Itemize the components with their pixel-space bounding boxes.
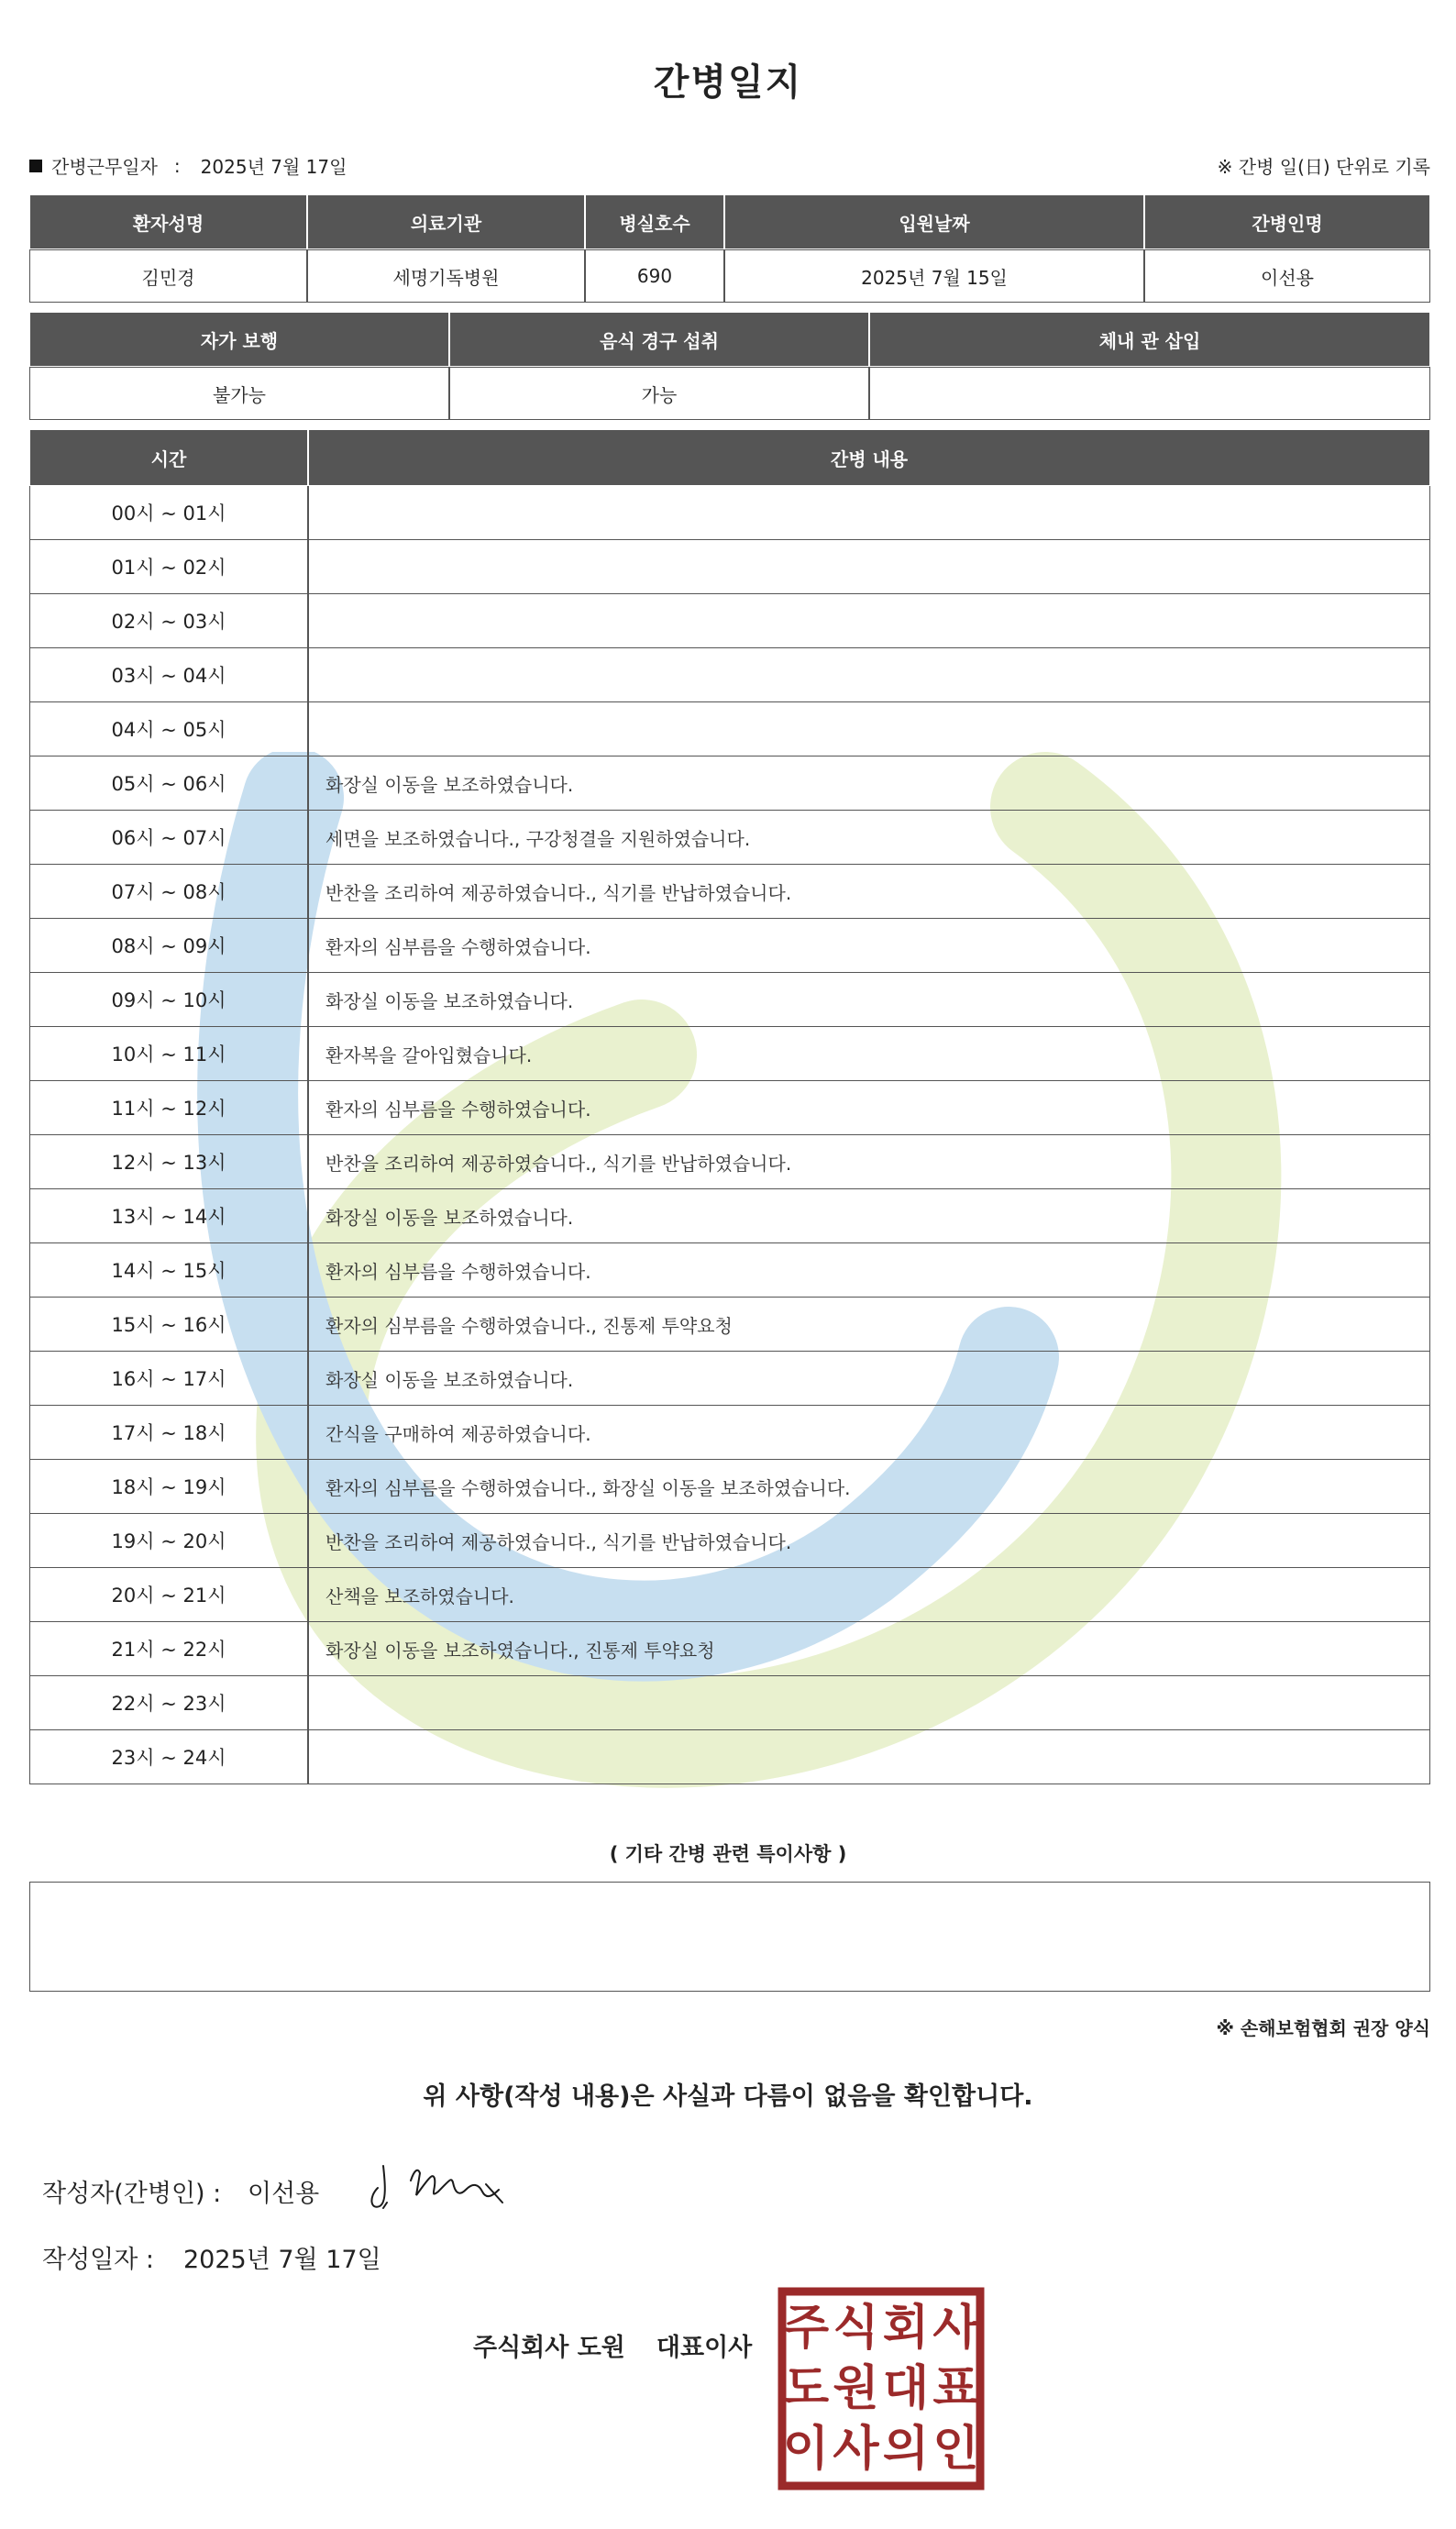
seal-character: 도 bbox=[782, 2361, 830, 2416]
log-time: 02시 ~ 03시 bbox=[29, 594, 308, 648]
log-note bbox=[308, 648, 1430, 702]
log-note: 반찬을 조리하여 제공하였습니다., 식기를 반납하였습니다. bbox=[308, 1135, 1430, 1189]
log-row bbox=[29, 919, 1430, 973]
log-time: 10시 ~ 11시 bbox=[29, 1027, 308, 1081]
log-row bbox=[29, 702, 1430, 756]
log-note: 환자의 심부름을 수행하였습니다. bbox=[308, 1243, 1430, 1298]
log-row bbox=[29, 486, 1430, 540]
log-note: 화장실 이동을 보조하였습니다., 진통제 투약요청 bbox=[308, 1622, 1430, 1676]
representative-title: 대표이사 bbox=[656, 2334, 753, 2362]
log-time: 06시 ~ 07시 bbox=[29, 811, 308, 865]
log-time: 12시 ~ 13시 bbox=[29, 1135, 308, 1189]
log-note: 산책을 보조하였습니다. bbox=[308, 1568, 1430, 1622]
care-date-separator: : bbox=[173, 154, 181, 177]
patient-status-table bbox=[29, 312, 1430, 420]
log-row bbox=[29, 756, 1430, 811]
patient-name: 김민경 bbox=[29, 249, 307, 303]
seal-character: 사 bbox=[932, 2301, 979, 2356]
header-self-walking: 자가 보행 bbox=[29, 312, 449, 367]
header-caregiver-name: 간병인명 bbox=[1144, 194, 1430, 249]
writer-label: 작성자(간병인) : bbox=[42, 2180, 222, 2208]
header-hospital: 의료기관 bbox=[307, 194, 585, 249]
log-note: 간식을 구매하여 제공하였습니다. bbox=[308, 1406, 1430, 1460]
writer-line bbox=[42, 2173, 319, 2209]
header-oral-intake: 음식 경구 섭취 bbox=[449, 312, 869, 367]
log-row bbox=[29, 1622, 1430, 1676]
remarks-heading: ( 기타 간병 관련 특이사항 ) bbox=[609, 1843, 847, 1865]
seal-character: 대 bbox=[882, 2361, 930, 2416]
company-name: 주식회사 도원 bbox=[473, 2334, 625, 2362]
log-time: 04시 ~ 05시 bbox=[29, 702, 308, 756]
log-time: 18시 ~ 19시 bbox=[29, 1460, 308, 1514]
log-row bbox=[29, 1298, 1430, 1352]
log-time: 16시 ~ 17시 bbox=[29, 1352, 308, 1406]
written-date-value: 2025년 7월 17일 bbox=[183, 2246, 381, 2274]
seal-character: 사 bbox=[833, 2422, 879, 2477]
log-time: 00시 ~ 01시 bbox=[29, 486, 308, 540]
log-time: 13시 ~ 14시 bbox=[29, 1189, 308, 1243]
log-note bbox=[308, 702, 1430, 756]
log-note: 환자복을 갈아입혔습니다. bbox=[308, 1027, 1430, 1081]
log-time: 17시 ~ 18시 bbox=[29, 1406, 308, 1460]
room-number: 690 bbox=[585, 249, 724, 303]
written-date-label: 작성일자 : bbox=[42, 2246, 155, 2274]
log-time: 03시 ~ 04시 bbox=[29, 648, 308, 702]
header-time: 시간 bbox=[29, 429, 308, 486]
log-note bbox=[308, 1676, 1430, 1730]
log-note bbox=[308, 594, 1430, 648]
log-time: 05시 ~ 06시 bbox=[29, 756, 308, 811]
log-row bbox=[29, 594, 1430, 648]
header-admission-date: 입원날짜 bbox=[724, 194, 1144, 249]
seal-character: 회 bbox=[882, 2301, 930, 2356]
status-value-row bbox=[29, 367, 1430, 420]
log-note: 세면을 보조하였습니다., 구강청결을 지원하였습니다. bbox=[308, 811, 1430, 865]
log-note: 환자의 심부름을 수행하였습니다. bbox=[308, 1081, 1430, 1135]
log-time: 09시 ~ 10시 bbox=[29, 973, 308, 1027]
log-note: 반찬을 조리하여 제공하였습니다., 식기를 반납하였습니다. bbox=[308, 1514, 1430, 1568]
log-row bbox=[29, 1406, 1430, 1460]
hospital-name: 세명기독병원 bbox=[307, 249, 585, 303]
log-row bbox=[29, 1514, 1430, 1568]
log-row bbox=[29, 1730, 1430, 1784]
log-note: 화장실 이동을 보조하였습니다. bbox=[308, 1352, 1430, 1406]
patient-value-row bbox=[29, 249, 1430, 303]
admission-date: 2025년 7월 15일 bbox=[724, 249, 1144, 303]
company-seal-icon bbox=[778, 2287, 985, 2490]
log-row bbox=[29, 1135, 1430, 1189]
log-time: 15시 ~ 16시 bbox=[29, 1298, 308, 1352]
status-header-row bbox=[29, 312, 1430, 367]
log-time: 14시 ~ 15시 bbox=[29, 1243, 308, 1298]
log-row bbox=[29, 1676, 1430, 1730]
seal-character: 이 bbox=[782, 2422, 830, 2477]
document-title: 간병일지 bbox=[653, 61, 803, 104]
record-note: ※ 간병 일(日) 단위로 기록 bbox=[1217, 156, 1430, 178]
log-note: 화장실 이동을 보조하였습니다. bbox=[308, 756, 1430, 811]
log-time: 07시 ~ 08시 bbox=[29, 865, 308, 919]
log-note: 반찬을 조리하여 제공하였습니다., 식기를 반납하였습니다. bbox=[308, 865, 1430, 919]
log-note: 화장실 이동을 보조하였습니다. bbox=[308, 973, 1430, 1027]
remarks-box bbox=[29, 1882, 1430, 1992]
log-note bbox=[308, 540, 1430, 594]
log-row bbox=[29, 811, 1430, 865]
tube-insertion-value bbox=[869, 367, 1430, 420]
seal-character: 원 bbox=[833, 2361, 879, 2416]
log-time: 01시 ~ 02시 bbox=[29, 540, 308, 594]
patient-info-table bbox=[29, 194, 1430, 303]
log-note: 환자의 심부름을 수행하였습니다., 화장실 이동을 보조하였습니다. bbox=[308, 1460, 1430, 1514]
written-date-line bbox=[42, 2239, 381, 2275]
care-date-value: 2025년 7월 17일 bbox=[200, 156, 347, 178]
log-header-row bbox=[29, 429, 1430, 486]
care-log-table bbox=[29, 429, 1430, 1784]
log-time: 22시 ~ 23시 bbox=[29, 1676, 308, 1730]
care-date-label: 간병근무일자 bbox=[51, 156, 158, 178]
seal-character: 주 bbox=[782, 2301, 830, 2356]
log-row bbox=[29, 1460, 1430, 1514]
seal-character: 식 bbox=[833, 2301, 879, 2356]
header-tube-insertion: 체내 관 삽입 bbox=[869, 312, 1430, 367]
log-time: 08시 ~ 09시 bbox=[29, 919, 308, 973]
care-date bbox=[29, 152, 347, 179]
header-care-content: 간병 내용 bbox=[308, 429, 1430, 486]
caregiver-name: 이선용 bbox=[1144, 249, 1430, 303]
seal-character: 표 bbox=[932, 2361, 979, 2416]
writer-name: 이선용 bbox=[248, 2180, 320, 2208]
log-time: 21시 ~ 22시 bbox=[29, 1622, 308, 1676]
log-row bbox=[29, 865, 1430, 919]
log-time: 11시 ~ 12시 bbox=[29, 1081, 308, 1135]
log-note: 환자의 심부름을 수행하였습니다., 진통제 투약요청 bbox=[308, 1298, 1430, 1352]
log-row bbox=[29, 1027, 1430, 1081]
seal-character: 의 bbox=[882, 2422, 930, 2477]
log-time: 23시 ~ 24시 bbox=[29, 1730, 308, 1784]
bullet-square-icon bbox=[29, 160, 42, 172]
log-row bbox=[29, 1081, 1430, 1135]
header-room-number: 병실호수 bbox=[585, 194, 724, 249]
log-note bbox=[308, 1730, 1430, 1784]
signature-icon bbox=[365, 2160, 521, 2215]
seal-character: 인 bbox=[932, 2422, 979, 2477]
log-row bbox=[29, 973, 1430, 1027]
log-row bbox=[29, 1243, 1430, 1298]
log-note: 화장실 이동을 보조하였습니다. bbox=[308, 1189, 1430, 1243]
patient-header-row bbox=[29, 194, 1430, 249]
self-walking-value: 불가능 bbox=[29, 367, 449, 420]
log-row bbox=[29, 540, 1430, 594]
log-row bbox=[29, 1568, 1430, 1622]
form-source-note: ※ 손해보험협회 권장 양식 bbox=[1216, 2017, 1430, 2039]
confirmation-statement: 위 사항(작성 내용)은 사실과 다름이 없음을 확인합니다. bbox=[423, 2082, 1033, 2111]
log-row bbox=[29, 1352, 1430, 1406]
log-time: 20시 ~ 21시 bbox=[29, 1568, 308, 1622]
header-patient-name: 환자성명 bbox=[29, 194, 307, 249]
log-row bbox=[29, 1189, 1430, 1243]
log-note bbox=[308, 486, 1430, 540]
company-line bbox=[473, 2327, 752, 2363]
log-time: 19시 ~ 20시 bbox=[29, 1514, 308, 1568]
oral-intake-value: 가능 bbox=[449, 367, 869, 420]
log-row bbox=[29, 648, 1430, 702]
log-note: 환자의 심부름을 수행하였습니다. bbox=[308, 919, 1430, 973]
